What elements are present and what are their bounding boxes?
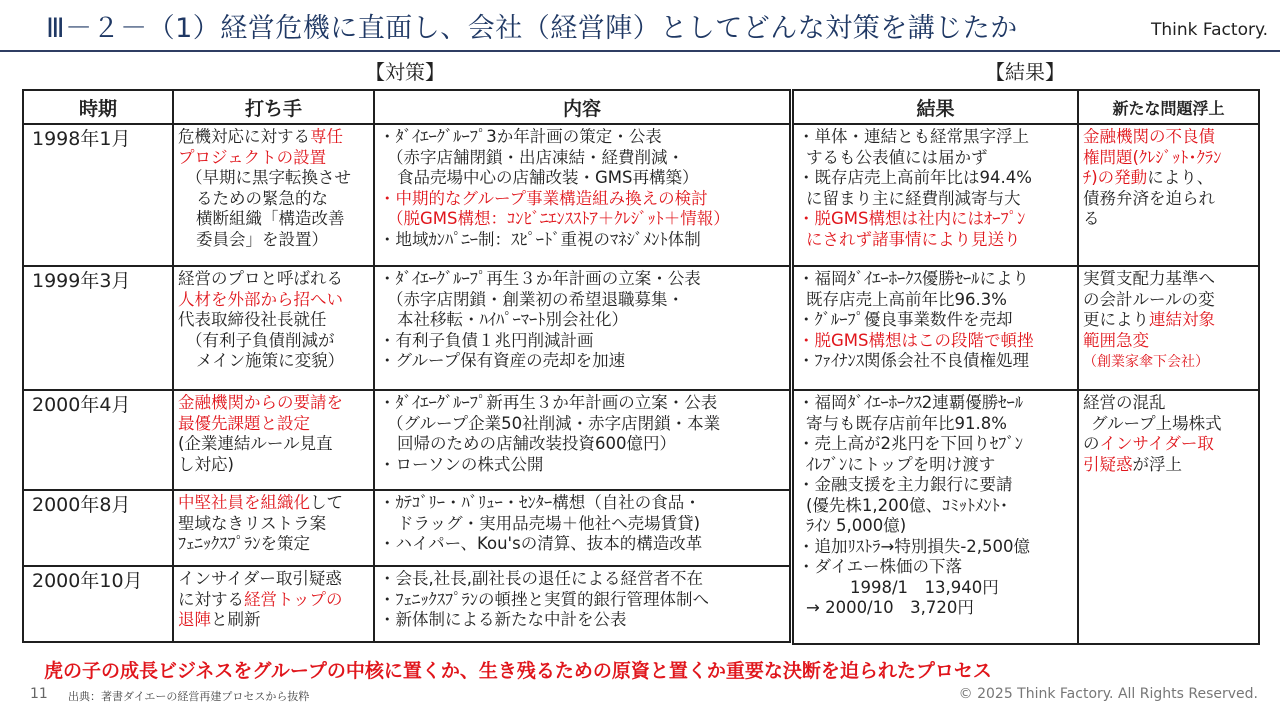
measure-cell bbox=[173, 390, 374, 490]
body-text: 1998/1 13,940円 bbox=[850, 577, 999, 597]
text-line bbox=[1083, 351, 1254, 373]
table-row bbox=[793, 390, 1259, 644]
body-text: により、 bbox=[1147, 168, 1214, 187]
highlight-text: 金融機関からの要請を bbox=[178, 393, 343, 412]
copyright-text: © 2025 Think Factory. All Rights Reserved. bbox=[958, 686, 1258, 702]
result-cell bbox=[793, 124, 1078, 266]
text-line bbox=[379, 269, 785, 290]
period-cell: 1998年1月 bbox=[23, 124, 173, 266]
body-text: 経営の混乱 bbox=[1083, 393, 1166, 412]
text-line bbox=[379, 127, 785, 148]
highlight-text: 連結対象 bbox=[1149, 310, 1215, 329]
body-text: メイン施策に変貌） bbox=[196, 351, 345, 370]
body-text: ・追加ﾘｽﾄﾗ→特別損失-2,500億 bbox=[798, 536, 1031, 556]
body-text: ・福岡ﾀﾞｲｴｰﾎｰｸｽ2連覇優勝ｾｰﾙ bbox=[798, 393, 1023, 412]
measures-table bbox=[22, 89, 791, 643]
header-period: 時期 bbox=[23, 90, 173, 124]
measure-cell bbox=[173, 490, 374, 566]
body-text: が浮上 bbox=[1132, 454, 1182, 474]
text-line bbox=[178, 534, 369, 555]
text-line bbox=[798, 269, 1073, 290]
body-text: ・新体制による新たな中計を公表 bbox=[379, 610, 627, 629]
body-text: ・地域ｶﾝﾊﾟﾆｰ制：ｽﾋﾟｰﾄﾞ重視のﾏﾈｼﾞﾒﾝﾄ体制 bbox=[379, 229, 701, 249]
text-line bbox=[798, 168, 1073, 189]
body-text: ・ハイパー、Kou'sの清算、抜本的構造改革 bbox=[379, 534, 703, 553]
text-line bbox=[798, 434, 1073, 455]
body-text: ・福岡ﾀﾞｲｴｰﾎｰｸｽ優勝ｾｰﾙにより bbox=[798, 269, 1029, 288]
header-new-issue: 新たな問題浮上 bbox=[1078, 90, 1259, 124]
content-cell bbox=[374, 266, 790, 390]
table-row bbox=[23, 566, 790, 642]
text-line bbox=[1083, 331, 1254, 352]
body-text: 経営のプロと呼ばれる bbox=[178, 269, 343, 288]
measure-cell bbox=[173, 266, 374, 390]
text-line bbox=[798, 475, 1073, 496]
text-line bbox=[798, 414, 1073, 435]
body-text: ・ﾀﾞｲｴｰｸﾞﾙｰﾌﾟ再生３か年計画の立案・公表 bbox=[379, 269, 701, 288]
highlight-text: （脱GMS構想：ｺﾝﾋﾞﾆｴﾝｽｽﾄｱ＋ｸﾚｼﾞｯﾄ＋情報） bbox=[387, 209, 730, 228]
body-text: る bbox=[1083, 209, 1100, 228]
text-line bbox=[1083, 455, 1254, 476]
body-text: 本社移転・ﾊｲﾊﾟｰﾏｰﾄ別会社化） bbox=[397, 310, 628, 329]
text-line bbox=[798, 598, 1073, 619]
page-title: Ⅲ－２－（1）経営危機に直面し、会社（経営陣）としてどんな対策を講じたか bbox=[46, 13, 1018, 44]
body-text: に留まり主に経費削減寄与大 bbox=[806, 188, 1021, 208]
body-text: 委員会」を設置） bbox=[196, 229, 328, 249]
body-text: （グループ企業50社削減・赤字店閉鎖・本業 bbox=[387, 413, 721, 433]
highlight-text: 権問題(ｸﾚｼﾞｯﾄ･ｸﾗﾝ bbox=[1083, 147, 1222, 167]
text-line bbox=[798, 209, 1073, 230]
body-text: 寄与も既存店前年比91.8% bbox=[806, 413, 1007, 433]
body-text: ・金融支援を主力銀行に要請 bbox=[798, 475, 1013, 494]
page-number: 11 bbox=[30, 686, 48, 702]
body-text: 代表取締役社長就任 bbox=[178, 310, 327, 329]
text-line bbox=[178, 610, 369, 631]
text-line bbox=[1083, 127, 1254, 148]
text-line bbox=[178, 414, 369, 435]
body-text: ・売上高が2兆円を下回りｾﾌﾞﾝ bbox=[798, 434, 1023, 453]
text-line bbox=[798, 127, 1073, 148]
text-line bbox=[1083, 168, 1254, 189]
text-line bbox=[379, 230, 785, 251]
results-table bbox=[792, 89, 1260, 645]
text-line bbox=[178, 493, 369, 514]
text-line bbox=[379, 610, 785, 631]
result-cell bbox=[793, 390, 1078, 644]
body-text: と刷新 bbox=[211, 610, 261, 629]
body-text: 食品売場中心の店舗改装・GMS再構築） bbox=[397, 168, 699, 187]
text-line bbox=[1083, 209, 1254, 230]
text-line bbox=[379, 514, 785, 535]
conclusion-text: 虎の子の成長ビジネスをグループの中核に置くか、生き残るための原資と置くか重要な決断を迫られたプロセス bbox=[44, 660, 992, 682]
header-content: 内容 bbox=[374, 90, 790, 124]
body-text: ﾗｲﾝ 5,000億) bbox=[806, 516, 907, 535]
content-cell bbox=[374, 124, 790, 266]
body-text: 既存店売上高前年比96.3% bbox=[806, 289, 1007, 309]
period-cell: 1999年3月 bbox=[23, 266, 173, 390]
text-line bbox=[379, 351, 785, 372]
body-text: るための緊急的な bbox=[196, 188, 328, 208]
text-line bbox=[1083, 434, 1254, 455]
text-line bbox=[1083, 393, 1254, 414]
text-line bbox=[798, 455, 1073, 476]
text-line bbox=[379, 290, 785, 311]
text-line bbox=[798, 310, 1073, 331]
results-label: 【結果】 bbox=[985, 60, 1065, 84]
highlight-text: 専任 bbox=[310, 127, 343, 146]
source-note: 出典：著書ダイエーの経営再建プロセスから抜粋 bbox=[68, 690, 310, 703]
text-line bbox=[798, 230, 1073, 251]
issue-cell bbox=[1078, 266, 1259, 390]
text-line bbox=[379, 209, 785, 230]
text-line bbox=[1083, 189, 1254, 210]
table-row bbox=[23, 124, 790, 266]
text-line bbox=[798, 148, 1073, 169]
body-text: 債務弁済を迫られ bbox=[1083, 188, 1215, 208]
table-row bbox=[793, 124, 1259, 266]
header-result: 結果 bbox=[793, 90, 1078, 124]
body-text: ｲﾚﾌﾞﾝにトップを明け渡す bbox=[806, 454, 996, 474]
text-line bbox=[798, 557, 1073, 578]
table-row bbox=[23, 490, 790, 566]
highlight-text: ・脱GMS構想は社内にはｵｰﾌﾟﾝ bbox=[798, 209, 1026, 228]
highlight-text: プロジェクトの設置 bbox=[178, 147, 327, 167]
text-line bbox=[379, 569, 785, 590]
text-line bbox=[379, 310, 785, 331]
period-cell: 2000年10月 bbox=[23, 566, 173, 642]
table-row bbox=[793, 266, 1259, 390]
body-text: 更により bbox=[1083, 310, 1149, 329]
highlight-text: インサイダー取 bbox=[1099, 434, 1214, 453]
body-text: 聖域なきリストラ案 bbox=[178, 513, 327, 533]
body-text: 危機対応に対する bbox=[178, 127, 310, 146]
text-line bbox=[379, 493, 785, 514]
measures-label: 【対策】 bbox=[365, 60, 445, 84]
table-row bbox=[23, 266, 790, 390]
text-line bbox=[1083, 148, 1254, 169]
text-line bbox=[379, 590, 785, 611]
text-line bbox=[178, 310, 369, 331]
body-text: して bbox=[310, 493, 343, 512]
text-line bbox=[178, 127, 369, 148]
body-text: ・既存店売上高前年比は94.4% bbox=[798, 168, 1032, 187]
body-text: （有利子負債削減が bbox=[186, 330, 335, 350]
text-line bbox=[1083, 414, 1254, 435]
period-cell: 2000年8月 bbox=[23, 490, 173, 566]
highlight-text: ・中期的なグループ事業構造組み換えの検討 bbox=[379, 188, 708, 208]
body-text: （赤字店舗閉鎖・出店凍結・経費削減・ bbox=[387, 147, 684, 167]
body-text: → 2000/10 3,720円 bbox=[806, 598, 974, 617]
body-text: ﾌｪﾆｯｸｽﾌﾟﾗﾝを策定 bbox=[178, 534, 310, 553]
text-line bbox=[798, 537, 1073, 558]
issue-cell bbox=[1078, 390, 1259, 644]
text-line bbox=[178, 590, 369, 611]
issue-cell bbox=[1078, 124, 1259, 266]
body-text: ・ローソンの株式公開 bbox=[379, 454, 544, 474]
body-text: するも公表値には届かず bbox=[806, 147, 988, 167]
text-line bbox=[798, 516, 1073, 537]
body-text: グループ上場株式 bbox=[1091, 413, 1222, 433]
body-text: ドラッグ・実用品売場＋他社へ売場賃貸) bbox=[397, 513, 701, 533]
measure-cell bbox=[173, 124, 374, 266]
body-text: ・ﾌｧｲﾅﾝｽ関係会社不良債権処理 bbox=[798, 351, 1029, 370]
text-line bbox=[379, 414, 785, 435]
text-line bbox=[379, 189, 785, 210]
body-text: ・ﾀﾞｲｴｰｸﾞﾙｰﾌﾟ新再生３か年計画の立案・公表 bbox=[379, 393, 718, 412]
measure-cell bbox=[173, 566, 374, 642]
body-text: ・ｶﾃｺﾞﾘｰ・ﾊﾞﾘｭｰ・ｾﾝﾀｰ構想（自社の食品・ bbox=[379, 493, 701, 512]
text-line bbox=[1083, 290, 1254, 311]
text-line bbox=[798, 290, 1073, 311]
body-text: ・会長,社長,副社長の退任による経営者不在 bbox=[379, 569, 703, 588]
highlight-text: 範囲急変 bbox=[1083, 330, 1149, 350]
highlight-text: 退陣 bbox=[178, 610, 211, 629]
body-text: し対応) bbox=[178, 454, 234, 474]
text-line bbox=[379, 148, 785, 169]
body-text: 横断組織「構造改善 bbox=[196, 209, 345, 228]
highlight-text: 引疑惑 bbox=[1083, 454, 1133, 474]
text-line bbox=[178, 148, 369, 169]
text-line bbox=[178, 230, 369, 251]
body-text: の会計ルールの変 bbox=[1083, 289, 1215, 309]
text-line bbox=[1083, 269, 1254, 290]
header-measure: 打ち手 bbox=[173, 90, 374, 124]
body-text: に対する bbox=[178, 589, 244, 609]
text-line bbox=[178, 290, 369, 311]
text-line bbox=[379, 534, 785, 555]
body-text: ・ﾀﾞｲｴｰｸﾞﾙｰﾌﾟ3か年計画の策定・公表 bbox=[379, 127, 662, 146]
body-text: (優先株1,200億、ｺﾐｯﾄﾒﾝﾄ･ bbox=[806, 495, 1009, 515]
text-line bbox=[178, 569, 369, 590]
text-line bbox=[178, 269, 369, 290]
highlight-text: 中堅社員を組織化 bbox=[178, 493, 310, 512]
title-divider bbox=[0, 50, 1280, 52]
body-text: ・グループ保有資産の売却を加速 bbox=[379, 351, 626, 370]
text-line bbox=[798, 351, 1073, 372]
highlight-text: 経営トップの bbox=[244, 589, 343, 609]
text-line bbox=[798, 393, 1073, 414]
text-line bbox=[1083, 310, 1254, 331]
body-text: 実質支配力基準へ bbox=[1083, 269, 1215, 288]
highlight-text: （創業家傘下会社） bbox=[1083, 354, 1209, 370]
body-text: ・単体・連結とも経常黒字浮上 bbox=[798, 127, 1029, 146]
body-text: の bbox=[1083, 434, 1100, 453]
period-cell: 2000年4月 bbox=[23, 390, 173, 490]
highlight-text: ・脱GMS構想はこの段階で頓挫 bbox=[798, 330, 1034, 350]
text-line bbox=[178, 189, 369, 210]
text-line bbox=[178, 455, 369, 476]
result-cell bbox=[793, 266, 1078, 390]
body-text: 回帰のための店舗改装投資600億円） bbox=[397, 434, 676, 453]
content-cell bbox=[374, 566, 790, 642]
text-line bbox=[178, 209, 369, 230]
body-text: ・有利子負債１兆円削減計画 bbox=[379, 330, 594, 350]
text-line bbox=[178, 331, 369, 352]
body-text: （早期に黒字転換させ bbox=[186, 168, 351, 187]
text-line bbox=[379, 393, 785, 414]
body-text: （赤字店閉鎖・創業初の希望退職募集・ bbox=[387, 289, 684, 309]
text-line bbox=[178, 514, 369, 535]
body-text: ・ダイエー株価の下落 bbox=[798, 557, 963, 576]
text-line bbox=[178, 393, 369, 414]
text-line bbox=[798, 331, 1073, 352]
text-line bbox=[379, 331, 785, 352]
table-row bbox=[23, 390, 790, 490]
body-text: ・ﾌｪﾆｯｸｽﾌﾟﾗﾝの頓挫と実質的銀行管理体制へ bbox=[379, 589, 709, 609]
body-text: ・ｸﾞﾙｰﾌﾟ優良事業数件を売却 bbox=[798, 310, 1013, 329]
body-text: (企業連結ルール見直 bbox=[178, 434, 333, 453]
content-cell bbox=[374, 490, 790, 566]
content-cell bbox=[374, 390, 790, 490]
text-line bbox=[178, 434, 369, 455]
highlight-text: 最優先課題と設定 bbox=[178, 413, 310, 433]
highlight-text: ﾁ)の発動 bbox=[1083, 168, 1148, 187]
brand-logo: Think Factory. bbox=[1151, 20, 1268, 40]
text-line bbox=[798, 496, 1073, 517]
text-line bbox=[798, 578, 1073, 599]
text-line bbox=[379, 455, 785, 476]
text-line bbox=[379, 168, 785, 189]
body-text: インサイダー取引疑惑 bbox=[178, 569, 342, 588]
text-line bbox=[178, 168, 369, 189]
text-line bbox=[379, 434, 785, 455]
highlight-text: 金融機関の不良債 bbox=[1083, 127, 1215, 146]
highlight-text: 人材を外部から招へい bbox=[178, 289, 343, 309]
text-line bbox=[178, 351, 369, 372]
text-line bbox=[798, 189, 1073, 210]
highlight-text: にされず諸事情により見送り bbox=[806, 229, 1021, 249]
